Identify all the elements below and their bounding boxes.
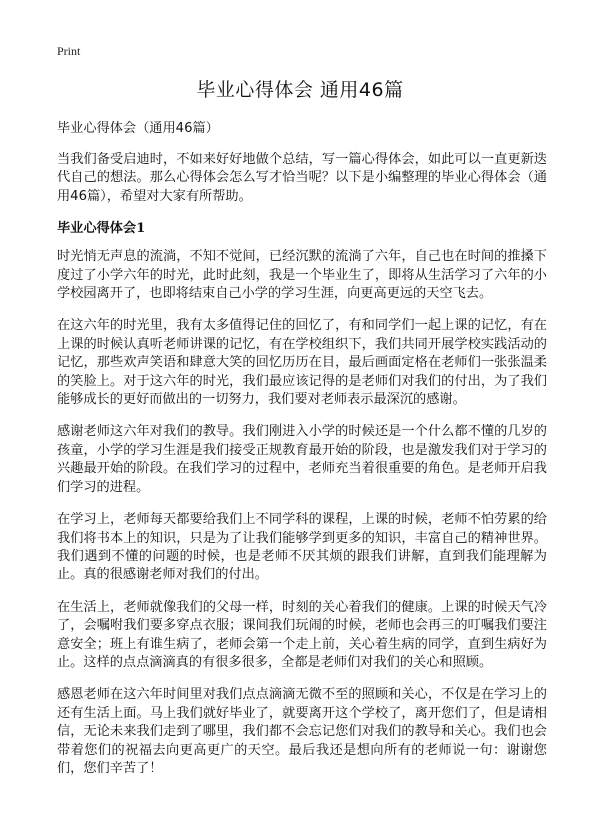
body-paragraph: 感谢老师这六年对我们的教导。我们刚进入小学的时候还是一个什么都不懂的几岁的孩童，小学的学习生涯是我们接受正规教育最开始的阶段，也是激发我们对于学习的兴趣最开始的阶段。在我们学习的过程中，老师充当着很重要的角色。是老师开启我们学习的进程。 — [57, 424, 547, 495]
section-heading: 毕业心得体会1 — [57, 221, 146, 237]
print-label: Print — [57, 44, 81, 58]
body-paragraph: 在生活上，老师就像我们的父母一样，时刻的关心着我们的健康。上课的时候天气冷了，会嘱咐我们要多穿点衣服；课间我们玩闹的时候，老师也会再三的叮嘱我们要注意安全；班上有谁生病了，老师会第一个走上前，关心着生病的同学，直到生病好为止。这样的点点滴滴真的有很多很多，全都是老师们对我们的关心和照顾。 — [57, 599, 547, 670]
intro-paragraph: 当我们备受启迪时，不如来好好地做个总结，写一篇心得体会，如此可以一直更新迭代自己的想法。那么心得体会怎么写才恰当呢？以下是小编整理的毕业心得体会（通用46篇），希望对大家有所帮助。 — [57, 152, 547, 204]
body-paragraph: 时光悄无声息的流淌，不知不觉间，已经沉默的流淌了六年，自己也在时间的推搡下度过了小学六年的时光，此时此刻，我是一个毕业生了，即将从生活学习了六年的小学校园离开了，也即将结束自己小学的学习生涯，向更高更远的天空飞去。 — [57, 249, 547, 302]
document-subtitle: 毕业心得体会（通用46篇） — [57, 121, 219, 136]
body-paragraph: 在这六年的时光里，我有太多值得记住的回忆了，有和同学们一起上课的记忆，有在上课的时候认真听老师讲课的记忆，有在学校组织下，我们共同开展学校实践活动的记忆，那些欢声笑语和肆意大笑的回忆历历在目，最后画面定格在老师们一张张温柔的笑脸上。对于这六年的时光，我们最应该记得的是老师们对我们的付出，为了我们能够成长的更好而做出的一切努力，我们要对老师表示最深沉的感谢。 — [57, 318, 547, 408]
body-paragraph: 感恩老师在这六年时间里对我们点点滴滴无微不至的照顾和关心，不仅是在学习上的还有生活上面。马上我们就好毕业了，就要离开这个学校了，离开您们了，但是请相信，无论未来我们走到了哪里，我们都不会忘记您们对我们的教导和关心。我们也会带着您们的祝福去向更高更广的天空。最后我还是想向所有的老师说一句：谢谢您们，您们辛苦了！ — [57, 687, 547, 776]
body-paragraph: 在学习上，老师每天都要给我们上不同学科的课程，上课的时候，老师不怕劳累的给我们将书本上的知识，只是为了让我们能够学到更多的知识，丰富自己的精神世界。我们遇到不懂的问题的时候，也是老师不厌其烦的跟我们讲解，直到我们能理解为止。真的很感谢老师对我们的付出。 — [57, 512, 547, 583]
document-body — [57, 120, 547, 792]
page-title: 毕业心得体会 通用46篇 — [196, 79, 404, 101]
